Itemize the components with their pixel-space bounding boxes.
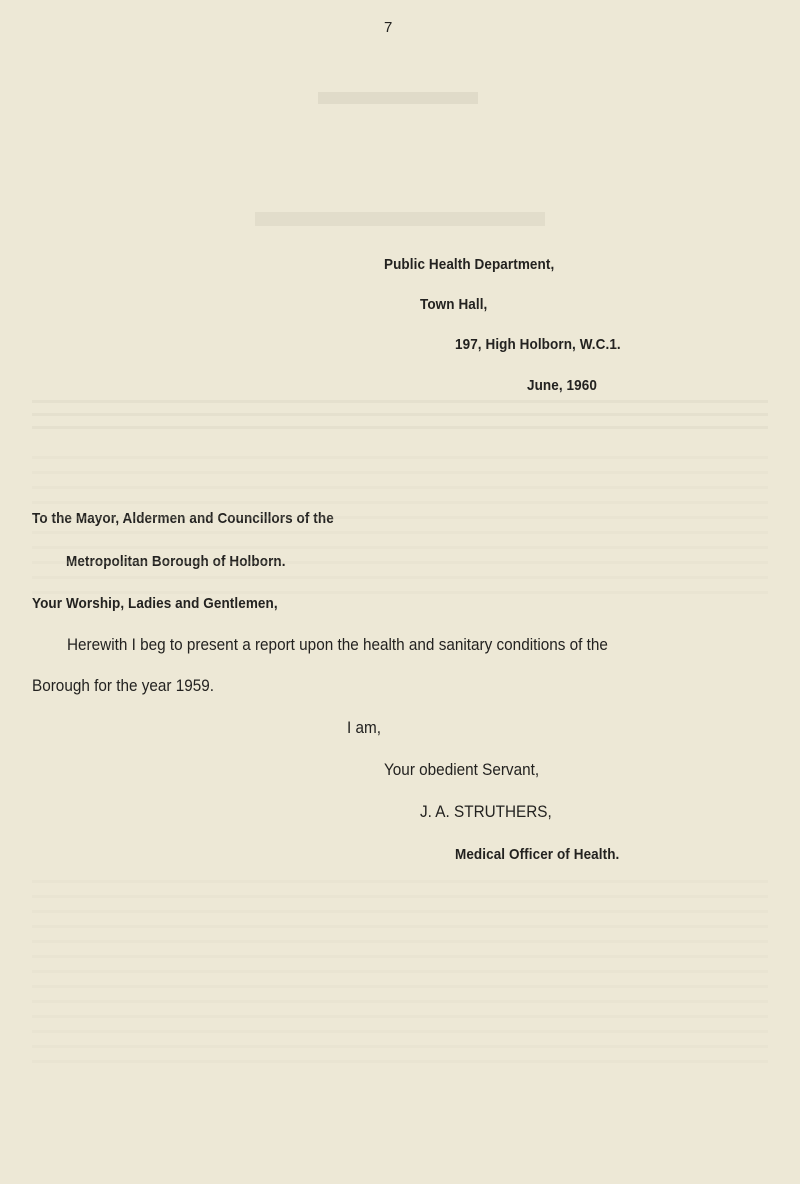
address-building: Town Hall,: [420, 296, 488, 313]
closing-servant: Your obedient Servant,: [384, 760, 540, 779]
body-line-1: Herewith I beg to present a report upon the health and sanitary conditions of the: [67, 635, 608, 654]
show-through-text-block-1: [32, 400, 768, 436]
closing-line: I am,: [347, 718, 382, 737]
show-through-text-block-3: [32, 880, 768, 1070]
show-through-subheading: [255, 212, 545, 256]
address-department: Public Health Department,: [384, 256, 555, 273]
body-line-2: Borough for the year 1959.: [32, 676, 215, 695]
salutation: Your Worship, Ladies and Gentlemen,: [32, 595, 278, 612]
letter-date: June, 1960: [527, 377, 597, 394]
show-through-heading: [318, 92, 478, 122]
addressee-line-1: To the Mayor, Aldermen and Councillors of the: [32, 510, 334, 527]
signatory-title: Medical Officer of Health.: [455, 846, 620, 863]
show-through-text-block-2: [32, 456, 768, 606]
addressee-line-2: Metropolitan Borough of Holborn.: [66, 553, 286, 570]
signatory-name: J. A. STRUTHERS,: [420, 802, 552, 821]
address-street: 197, High Holborn, W.C.1.: [455, 336, 621, 353]
page-number: 7: [384, 19, 393, 36]
